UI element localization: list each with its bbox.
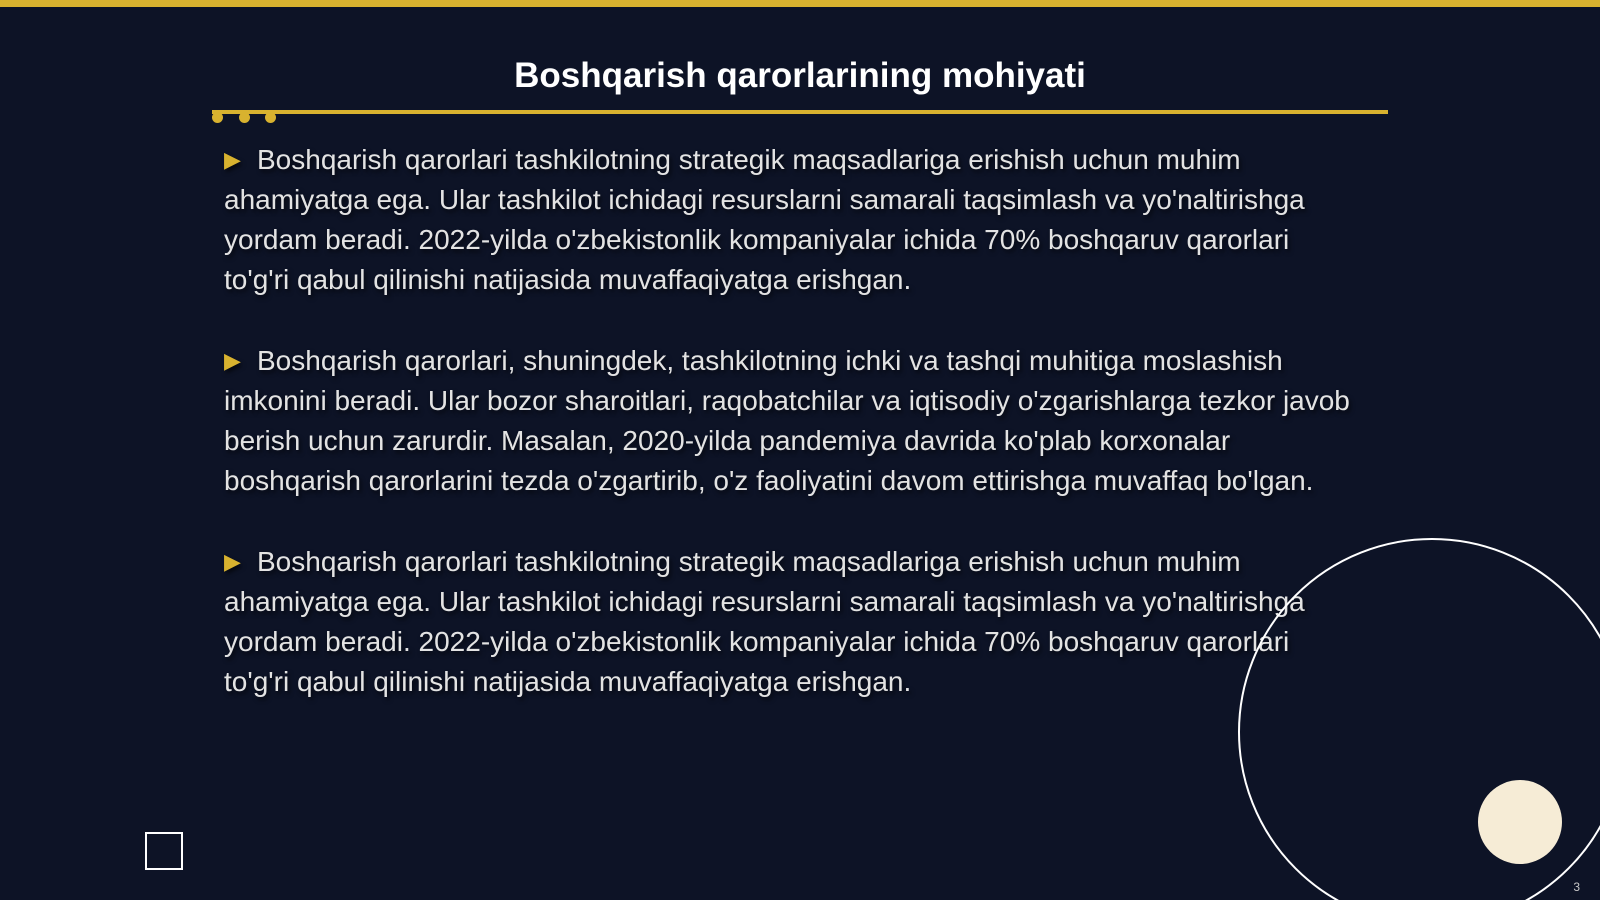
bullet-paragraph-3 bbox=[224, 542, 1354, 702]
bullet-list bbox=[224, 140, 1354, 743]
decorative-dot bbox=[212, 112, 223, 123]
decorative-square-outline bbox=[145, 832, 183, 870]
page-number: 3 bbox=[1573, 880, 1580, 894]
top-accent-bar bbox=[0, 0, 1600, 7]
bullet-text: Boshqarish qarorlari tashkilotning strategik maqsadlariga erishish uchun muhim ahamiyatga ega. Ular tashkilot ichidagi resurslarni samarali taqsimlash va yo'naltirishga yordam beradi. 2022-yilda o'zbekistonlik kompaniyalar ichida 70% boshqaruv qarorlari to'g'ri qabul qilinishi natijasida muvaffaqiyatga erishgan. bbox=[224, 546, 1305, 697]
bullet-text: Boshqarish qarorlari tashkilotning strategik maqsadlariga erishish uchun muhim ahamiyatga ega. Ular tashkilot ichidagi resurslarni samarali taqsimlash va yo'naltirishga yordam beradi. 2022-yilda o'zbekistonlik kompaniyalar ichida 70% boshqaruv qarorlari to'g'ri qabul qilinishi natijasida muvaffaqiyatga erishgan. bbox=[224, 144, 1305, 295]
decorative-dot bbox=[239, 112, 250, 123]
decorative-filled-circle bbox=[1478, 780, 1562, 864]
bullet-text: Boshqarish qarorlari, shuningdek, tashkilotning ichki va tashqi muhitiga moslashish imkonini beradi. Ular bozor sharoitlari, raqobatchilar va iqtisodiy o'zgarishlarga tezkor javob berish uchun zarurdir. Masalan, 2020-yilda pandemiya davrida ko'plab korxonalar boshqarish qarorlarini tezda o'zgartirib, o'z faoliyatini davom ettirishga muvaffaq bo'lgan. bbox=[224, 345, 1350, 496]
decorative-dot bbox=[265, 112, 276, 123]
bullet-paragraph-2 bbox=[224, 341, 1354, 501]
slide-title: Boshqarish qarorlarining mohiyati bbox=[514, 56, 1086, 95]
title-underline bbox=[212, 110, 1388, 114]
bullet-paragraph-1 bbox=[224, 140, 1354, 300]
triangle-bullet-icon: ▶ bbox=[224, 348, 241, 373]
triangle-bullet-icon: ▶ bbox=[224, 549, 241, 574]
triangle-bullet-icon: ▶ bbox=[224, 147, 241, 172]
